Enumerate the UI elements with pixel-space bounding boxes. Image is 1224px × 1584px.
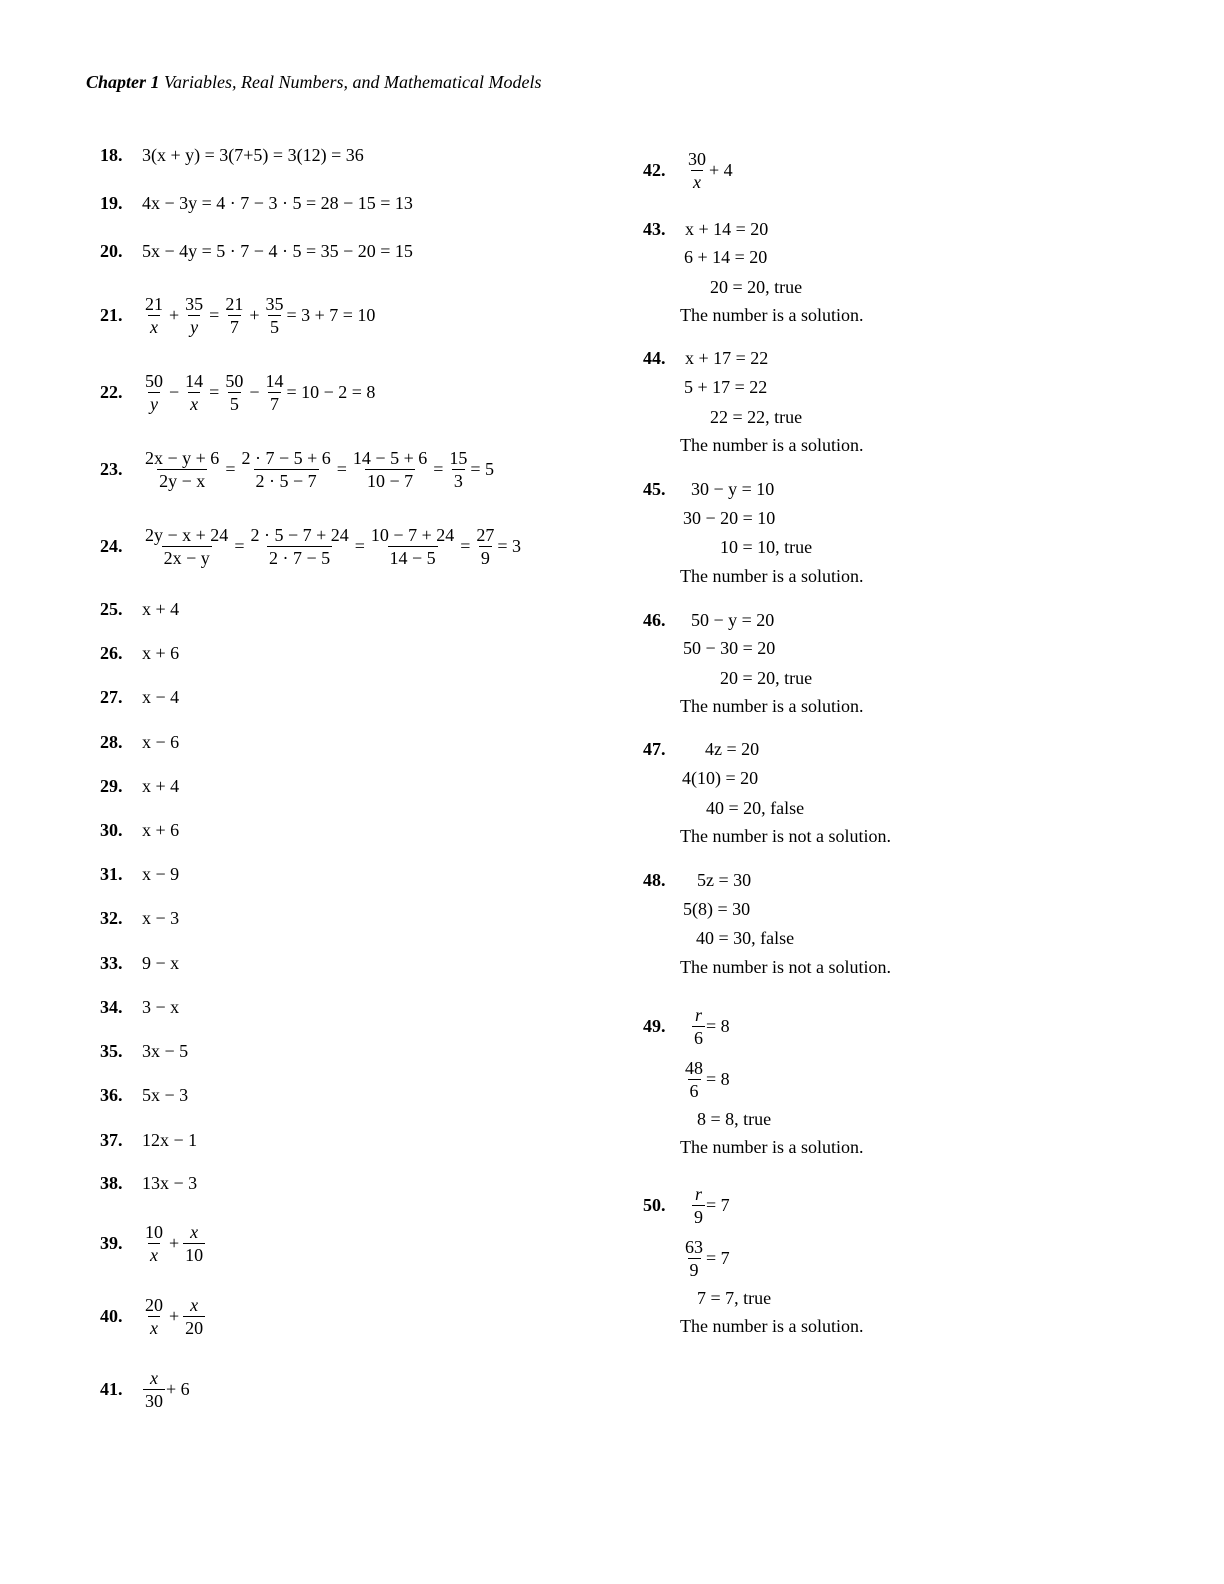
evaluation-line: 40 = 20, false (706, 798, 805, 818)
problem-number: 35. (100, 1040, 123, 1061)
expression-tail: = 3 (497, 535, 522, 556)
problem-number: 38. (100, 1172, 123, 1193)
expression-tail: = 3 + 7 = 10 (286, 304, 376, 325)
conclusion-line: The number is a solution. (680, 1137, 864, 1157)
expression: x − 4 (142, 686, 180, 707)
fraction: $\frac{2 \cdot 7 - 5 + 6}{2 \cdot 5 - 7}$ (241, 447, 331, 491)
problem-number: 26. (100, 642, 123, 663)
fraction: $\frac{2y - x + 24}{2x - y}$ (145, 524, 229, 568)
problem-number: 33. (100, 952, 123, 973)
fraction: $\frac{14}{x}$ (185, 370, 204, 414)
problem-number: 37. (100, 1129, 123, 1150)
page-header (86, 72, 541, 93)
conclusion-line: The number is a solution. (680, 696, 864, 716)
fraction: $\frac{48}{6}$ (685, 1057, 703, 1101)
problem-number: 20. (100, 240, 123, 261)
problem-number: 42. (643, 159, 666, 180)
expression: 3x − 5 (142, 1040, 189, 1061)
expression-tail: = 7 (706, 1247, 730, 1268)
conclusion-line: The number is not a solution. (680, 957, 891, 977)
fraction: $\frac{63}{9}$ (685, 1236, 703, 1280)
evaluation-line: 40 = 30, false (696, 928, 795, 948)
fraction: $\frac{14}{7}$ (265, 370, 284, 414)
conclusion-line: The number is a solution. (680, 566, 864, 586)
problem-number: 34. (100, 996, 123, 1017)
conclusion-line: The number is a solution. (680, 305, 864, 325)
expression-tail: = 5 (470, 458, 495, 479)
problem-number: 22. (100, 381, 123, 402)
problem-number: 30. (100, 819, 123, 840)
evaluation-line: 7 = 7, true (697, 1288, 772, 1308)
fraction: $\frac{2x - y + 6}{2y - x}$ (145, 447, 220, 491)
expression-tail: = 10 − 2 = 8 (286, 381, 376, 402)
problem-number: 45. (643, 478, 666, 499)
fraction: $\frac{x}{30}$ (145, 1367, 163, 1411)
fraction: $\frac{35}{5}$ (265, 293, 284, 337)
evaluation-line: 20 = 20, true (710, 277, 803, 297)
fraction: $\frac{r}{6}$ (694, 1004, 703, 1048)
fraction: $\frac{x}{20}$ (185, 1294, 204, 1338)
fraction: $\frac{35}{y}$ (185, 293, 204, 337)
problem-number: 21. (100, 304, 123, 325)
substitution-line: 5 + 17 = 22 (684, 377, 768, 397)
problem-number: 31. (100, 863, 123, 884)
problem-number: 24. (100, 535, 123, 556)
problem-number: 18. (100, 144, 123, 165)
expression-tail: = 8 (706, 1015, 730, 1036)
expression: x − 9 (142, 863, 180, 884)
substitution-line: 30 − 20 = 10 (683, 508, 776, 528)
expression-tail: = 7 (706, 1194, 730, 1215)
expression: 13x − 3 (142, 1172, 198, 1193)
fraction: $\frac{x}{10}$ (185, 1221, 204, 1265)
fraction: $\frac{10}{x}$ (145, 1221, 163, 1265)
substitution-line: 50 − 30 = 20 (683, 638, 776, 658)
expression: x + 6 (142, 642, 180, 663)
evaluation-line: 10 = 10, true (720, 537, 813, 557)
equation: 5z = 30 (697, 869, 752, 890)
expression: 3 − x (142, 996, 180, 1017)
equation: x + 17 = 22 (685, 347, 769, 368)
substitution-line: 6 + 14 = 20 (684, 247, 768, 267)
expression-tail: = 8 (706, 1068, 730, 1089)
equation: 50 − y = 20 (691, 609, 775, 630)
evaluation-line: 20 = 20, true (720, 668, 813, 688)
problem-number: 32. (100, 907, 123, 928)
problem-number: 28. (100, 731, 123, 752)
evaluation-line: 22 = 22, true (710, 407, 803, 427)
chapter-label: Chapter 1 (86, 72, 160, 92)
fraction: $\frac{30}{x}$ (688, 148, 706, 192)
fraction: $\frac{15}{3}$ (449, 447, 468, 491)
expression: x − 3 (142, 907, 180, 928)
problem-number: 39. (100, 1232, 123, 1253)
fraction: $\frac{14 - 5 + 6}{10 - 7}$ (352, 447, 428, 491)
expression: x + 4 (142, 775, 180, 796)
expression: 3(x + y) = 3(7+5) = 3(12) = 36 (142, 144, 364, 165)
problem-number: 25. (100, 598, 123, 619)
problem-number: 40. (100, 1305, 123, 1326)
substitution-line: 4(10) = 20 (682, 768, 759, 788)
substitution-line: 5(8) = 30 (683, 899, 751, 919)
expression: 5x − 4y = 5 · 7 − 4 · 5 = 35 − 20 = 15 (142, 240, 413, 261)
fraction: $\frac{27}{9}$ (476, 524, 495, 568)
problem-number: 46. (643, 609, 666, 630)
equation: x + 14 = 20 (685, 218, 769, 239)
fraction: $\frac{50}{y}$ (145, 370, 163, 414)
problem-number: 50. (643, 1194, 666, 1215)
expression: 12x − 1 (142, 1129, 198, 1150)
expression: 5x − 3 (142, 1084, 189, 1105)
fraction: $\frac{2 \cdot 5 - 7 + 24}{2 \cdot 7 - 5}$ (250, 524, 349, 568)
expression: 9 − x (142, 952, 180, 973)
expression-tail: + 4 (709, 159, 733, 180)
fraction: $\frac{20}{x}$ (145, 1294, 163, 1338)
conclusion-line: The number is a solution. (680, 1316, 864, 1336)
problem-number: 23. (100, 458, 123, 479)
expression: x + 4 (142, 598, 180, 619)
problem-number: 41. (100, 1378, 123, 1399)
fraction: $\frac{10 - 7 + 24}{14 - 5}$ (370, 524, 455, 568)
problem-number: 44. (643, 347, 666, 368)
conclusion-line: The number is not a solution. (680, 826, 891, 846)
equation: 4z = 20 (705, 738, 760, 759)
equation: 30 − y = 10 (691, 478, 775, 499)
problem-number: 47. (643, 738, 666, 759)
expression: x − 6 (142, 731, 180, 752)
conclusion-line: The number is a solution. (680, 435, 864, 455)
evaluation-line: 8 = 8, true (697, 1109, 772, 1129)
problem-number: 49. (643, 1015, 666, 1036)
fraction: $\frac{21}{x}$ (145, 293, 163, 337)
problem-number: 27. (100, 686, 123, 707)
expression: 4x − 3y = 4 · 7 − 3 · 5 = 28 − 15 = 13 (142, 192, 413, 213)
fraction: $\frac{21}{7}$ (225, 293, 244, 337)
fraction: $\frac{50}{5}$ (225, 370, 244, 414)
problem-number: 48. (643, 869, 666, 890)
expression: x + 6 (142, 819, 180, 840)
chapter-title: Variables, Real Numbers, and Mathematical Models (164, 72, 542, 92)
problem-number: 36. (100, 1084, 123, 1105)
fraction: $\frac{r}{9}$ (694, 1183, 703, 1227)
problem-number: 43. (643, 218, 666, 239)
problem-number: 29. (100, 775, 123, 796)
problem-number: 19. (100, 192, 123, 213)
expression-tail: + 6 (166, 1378, 190, 1399)
